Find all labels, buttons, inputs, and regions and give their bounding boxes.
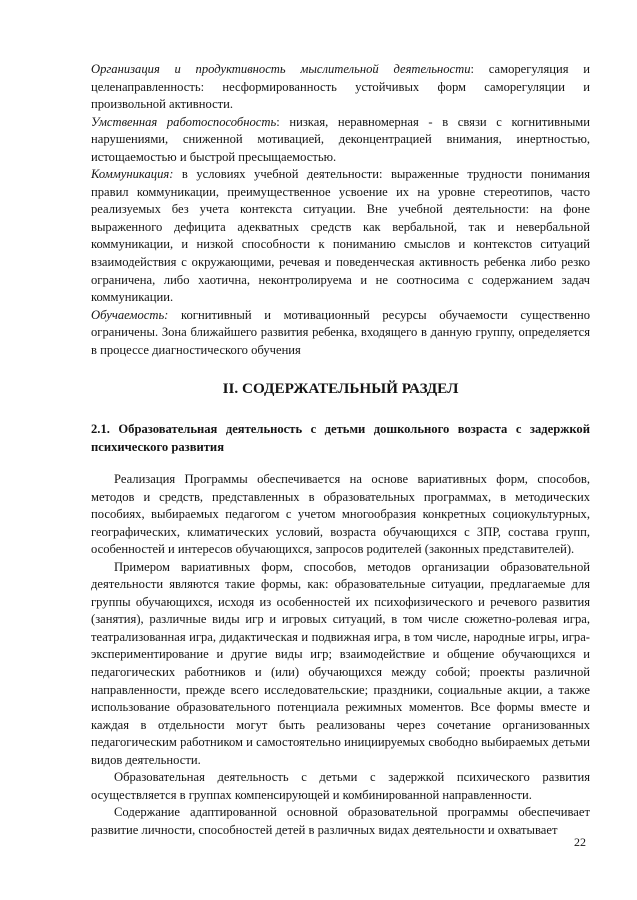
profile-sep-thinking: : bbox=[470, 62, 489, 76]
profile-block bbox=[91, 61, 590, 359]
section-title: II. СОДЕРЖАТЕЛЬНЫЙ РАЗДЕЛ bbox=[222, 380, 459, 397]
profile-sep-communication bbox=[173, 167, 181, 181]
profile-text-thinking: саморегуляция и целенаправленность: несформированность устойчивых форм саморегуляции и произвольной активности. bbox=[91, 62, 590, 112]
profile-paragraph-communication bbox=[91, 166, 590, 306]
profile-text-learnability: когнитивный и мотивационный ресурсы обучаемости существенно ограничены. Зона ближайшего развития ребенка, входящего в данную группу, определяется в процессе диагностического обучения bbox=[91, 307, 590, 357]
profile-text-workcapacity: низкая, неравномерная - в связи с когнитивными нарушениями, сниженной мотивацией, деконцентрацией внимания, инертностью, истощаемостью и быстрой пресыщаемостью. bbox=[91, 114, 590, 164]
page-number: 22 bbox=[574, 835, 586, 849]
body-paragraph-groups: Образовательная деятельность с детьми с задержкой психического развития осуществляется в группах компенсирующей и комбинированной направленности. bbox=[91, 770, 590, 802]
profile-lead-communication: Коммуникация: bbox=[91, 167, 174, 182]
body-block bbox=[91, 471, 590, 839]
profile-lead-workcapacity: Умственная работоспособность bbox=[91, 114, 277, 129]
profile-lead-thinking: Организация и продуктивность мыслительной деятельности bbox=[91, 62, 471, 76]
profile-paragraph-workcapacity bbox=[91, 114, 590, 167]
body-paragraph-forms: Примером вариативных форм, способов, методов организации образовательной деятельности являются такие формы, как: образовательные ситуации, предлагаемые для группы обучающихся, исходя из особенностей их психофизического и речевого развития (занятия), различные виды игр и игровых ситуаций, в том числе сюжетно-ролевая игра, театрализованная игра, дидактическая и подвижная игра, в том числе, народные игры, игра-экспериментирование и другие виды игр; взаимодействие и общение обучающихся и педагогических работников и (или) обучающихся между собой; проекты различной направленности, прежде всего исследовательские; праздники, социальные акции, а также использование образовательного потенциала режимных моментов. Все формы вместе и каждая в отдельности могут быть реализованы через сочетание организованных педагогическим работником и самостоятельно инициируемых свободно выбираемых детьми видов деятельности. bbox=[91, 559, 590, 767]
profile-paragraph-learnability bbox=[91, 307, 590, 360]
body-paragraph-content: Содержание адаптированной основной образовательной программы обеспечивает развитие личности, способностей детей в различных видах деятельности и охватывает bbox=[91, 805, 590, 837]
profile-sep-workcapacity: : bbox=[276, 114, 290, 129]
subsection-title: 2.1. Образовательная деятельность с детьми дошкольного возраста с задержкой психического развития bbox=[91, 422, 590, 454]
profile-sep-learnability bbox=[168, 308, 181, 322]
body-paragraph-implementation: Реализация Программы обеспечивается на основе вариативных форм, способов, методов и средств, представленных в образовательных программах, в методических пособиях, выбираемых педагогом с учетом многообразия конкретных социокультурных, географических, климатических условий, возраста обучающихся с ЗПР, состава групп, особенностей и интересов обучающихся, запросов родителей (законных представителей). bbox=[91, 472, 590, 557]
profile-text-communication: в условиях учебной деятельности: выраженные трудности понимания правил коммуникации, преимущественное усвоение их на уровне стереотипов, часто реализуемых без учета контекста ситуации. Вне учебной деятельности: на фоне выраженного дефицита адекватных средств как вербальной, так и невербальной коммуникации, и низкой способности к пониманию смыслов и контекстов ситуаций взаимодействия с окружающими, речевая и поведенческая активность ребенка либо резко ограничена, либо хаотична, неконтролируема и не соотносима с содержанием задач коммуникации. bbox=[91, 167, 590, 305]
profile-lead-learnability: Обучаемость: bbox=[91, 307, 169, 322]
profile-paragraph-thinking bbox=[91, 61, 590, 114]
